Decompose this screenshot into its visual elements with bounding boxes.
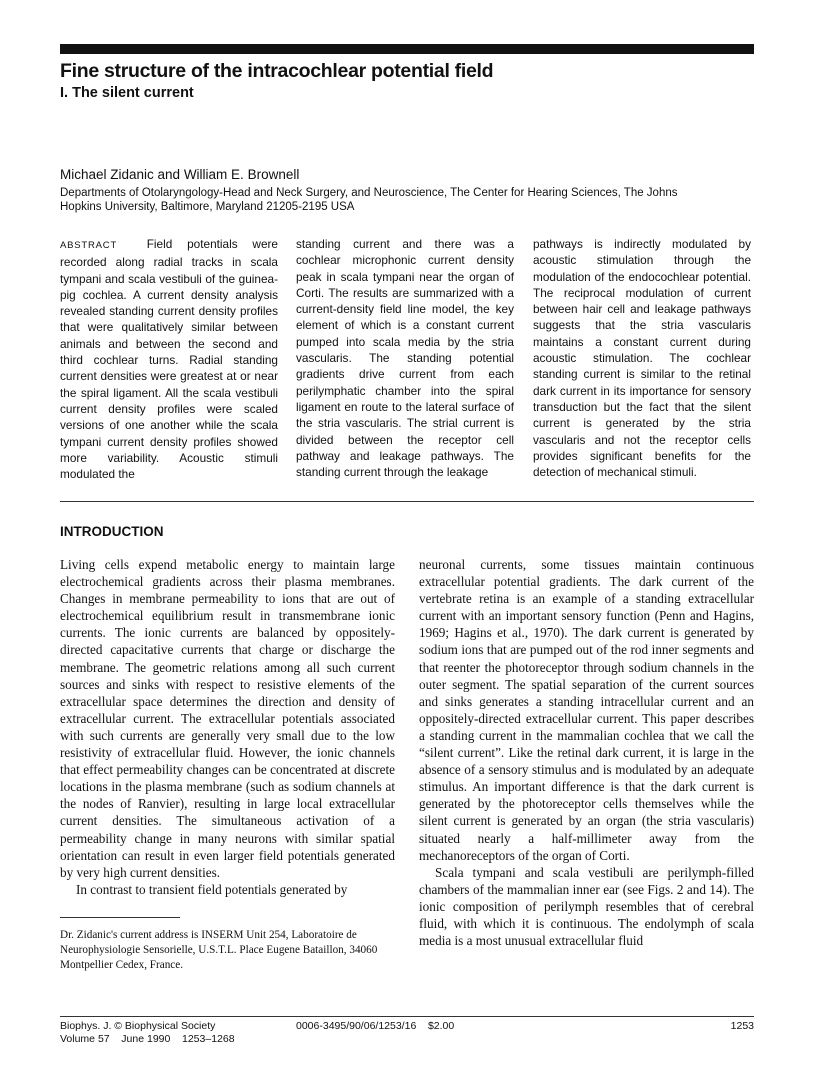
footnote-rule [60,917,180,918]
abstract-label: ABSTRACT [60,240,118,251]
body-column-2 [419,556,754,949]
article-subtitle: I. The silent current [60,85,194,101]
authors: Michael Zidanic and William E. Brownell [60,167,300,182]
paragraph: In contrast to transient field potentials generated by [76,881,348,897]
abstract-divider [60,501,754,502]
abstract-column-3: pathways is indirectly modulated by acoustic stimulation through the modulation of the endocochlear potential. The reciprocal modulation of current between hair cell and leakage pathways suggests that the stria vascularis maintains a constant current during acoustic stimulation. The cochlear standing current is similar to the retinal dark current in its importance for sensory transduction but the fact that the silent current is generated by the stria vascularis and not the receptor cells provides significant benefits for the detection of mechanical stimuli. [533,237,751,480]
abstract-text-1: Field potentials were recorded along radial tracks in scala tympani and scala vestibuli of the guinea-pig cochlea. A current density analysis revealed standing current density profiles that were qualitatively similar between animals and between the second and third cochlear turns. Radial standing current densities were greatest at or near the spiral ligament. All the scala vestibuli current density profiles were scaled versions of one another while the scala tympani current density profiles showed more variability. Acoustic stimuli modulated the [60,237,278,482]
journal-name: Biophys. J. © Biophysical Society [60,1020,216,1032]
body-column-1 [60,556,395,898]
abstract-column-2: standing current and there was a cochlear microphonic current density peak in scala tympani near the organ of Corti. The results are summarized with a current-density field line model, the key element of which is a constant current pumped into scala media by the stria vascularis. The standing potential gradients drive current from each perilymphatic chamber into the spiral ligament en route to the lateral surface of the stria vascularis. The strial current is divided between the receptor cell pathway and leakage pathways. The standing current through the leakage [296,237,514,480]
article-title: Fine structure of the intracochlear potential field [60,60,494,82]
page-number: 1253 [730,1020,754,1032]
affiliation: Departments of Otolaryngology-Head and Neck Surgery, and Neuroscience, The Center for Hearing Sciences, The Johns Hopkins University, Baltimore, Maryland 21205-2195 USA [60,187,678,213]
paragraph: neuronal currents, some tissues maintain continuous extracellular potential gradients. The dark current of the vertebrate retina is an example of a standing extracellular current with an important sensory function (Penn and Hagins, 1969; Hagins et al., 1970). The dark current is generated by sodium ions that are pumped out of the rod inner segments and that reenter the photoreceptor through sodium channels in the outer segment. The spatial separation of the current sources and sinks generates a standing intracellular current and an oppositely-directed extracellular current. This paper describes a standing current in the mammalian cochlea that we call the “silent current”. Like the retinal dark current, it is large in the absence of a sensory stimulus and is modulated by an adequate stimulus. An important difference is that the dark current is generated by the photoreceptor cells themselves while the silent current is generated by an organ (the stria vascularis) situated nearly a half-millimeter away from the mechanoreceptors of the organ of Corti. [419,557,754,863]
footer-journal [60,1020,235,1045]
paragraph: Living cells expend metabolic energy to maintain large electrochemical gradients across their plasma membranes. Changes in membrane permeability to ions that are out of electrochemical equilibrium result in transmembrane ionic currents. The ionic currents are balanced by oppositely-directed capacitative currents that charge or discharge the membrane. The geometric relations among all such current sources and sinks with respect to resistive elements of the extracellular space determines the direction and density of extracellular current. The extracellular potentials associated with such currents are generally very small due to the low resistivity of extracellular fluid. However, the ionic channels that effect permeability changes can be concentrated at discrete locations in the plasma membrane (such as sodium channels at the nodes of Ranvier), resulting in large local extracellular current densities. The simultaneous activation of a permeability change in many neurons with similar spatial orientation can result in even larger field potentials generated by very high current densities. [60,557,395,880]
header-rule [60,44,754,54]
abstract-column-1 [60,236,278,482]
footnote: Dr. Zidanic's current address is INSERM Unit 254, Laboratoire de Neurophysiologie Sensorielle, U.S.T.L. Place Eugene Bataillon, 34060 Montpellier Cedex, France. [60,929,378,971]
paragraph: Scala tympani and scala vestibuli are perilymph-filled chambers of the mammalian inner ear (see Figs. 2 and 14). The ionic composition of perilymph resembles that of cerebral fluid, with which it is continuous. The endolymph of scala media is a most unusual extracellular fluid [419,864,754,949]
footer-rule [60,1016,754,1017]
volume-info: Volume 57 June 1990 1253–1268 [60,1032,235,1045]
footer-code: 0006-3495/90/06/1253/16 $2.00 [296,1020,455,1032]
section-heading: INTRODUCTION [60,524,164,539]
